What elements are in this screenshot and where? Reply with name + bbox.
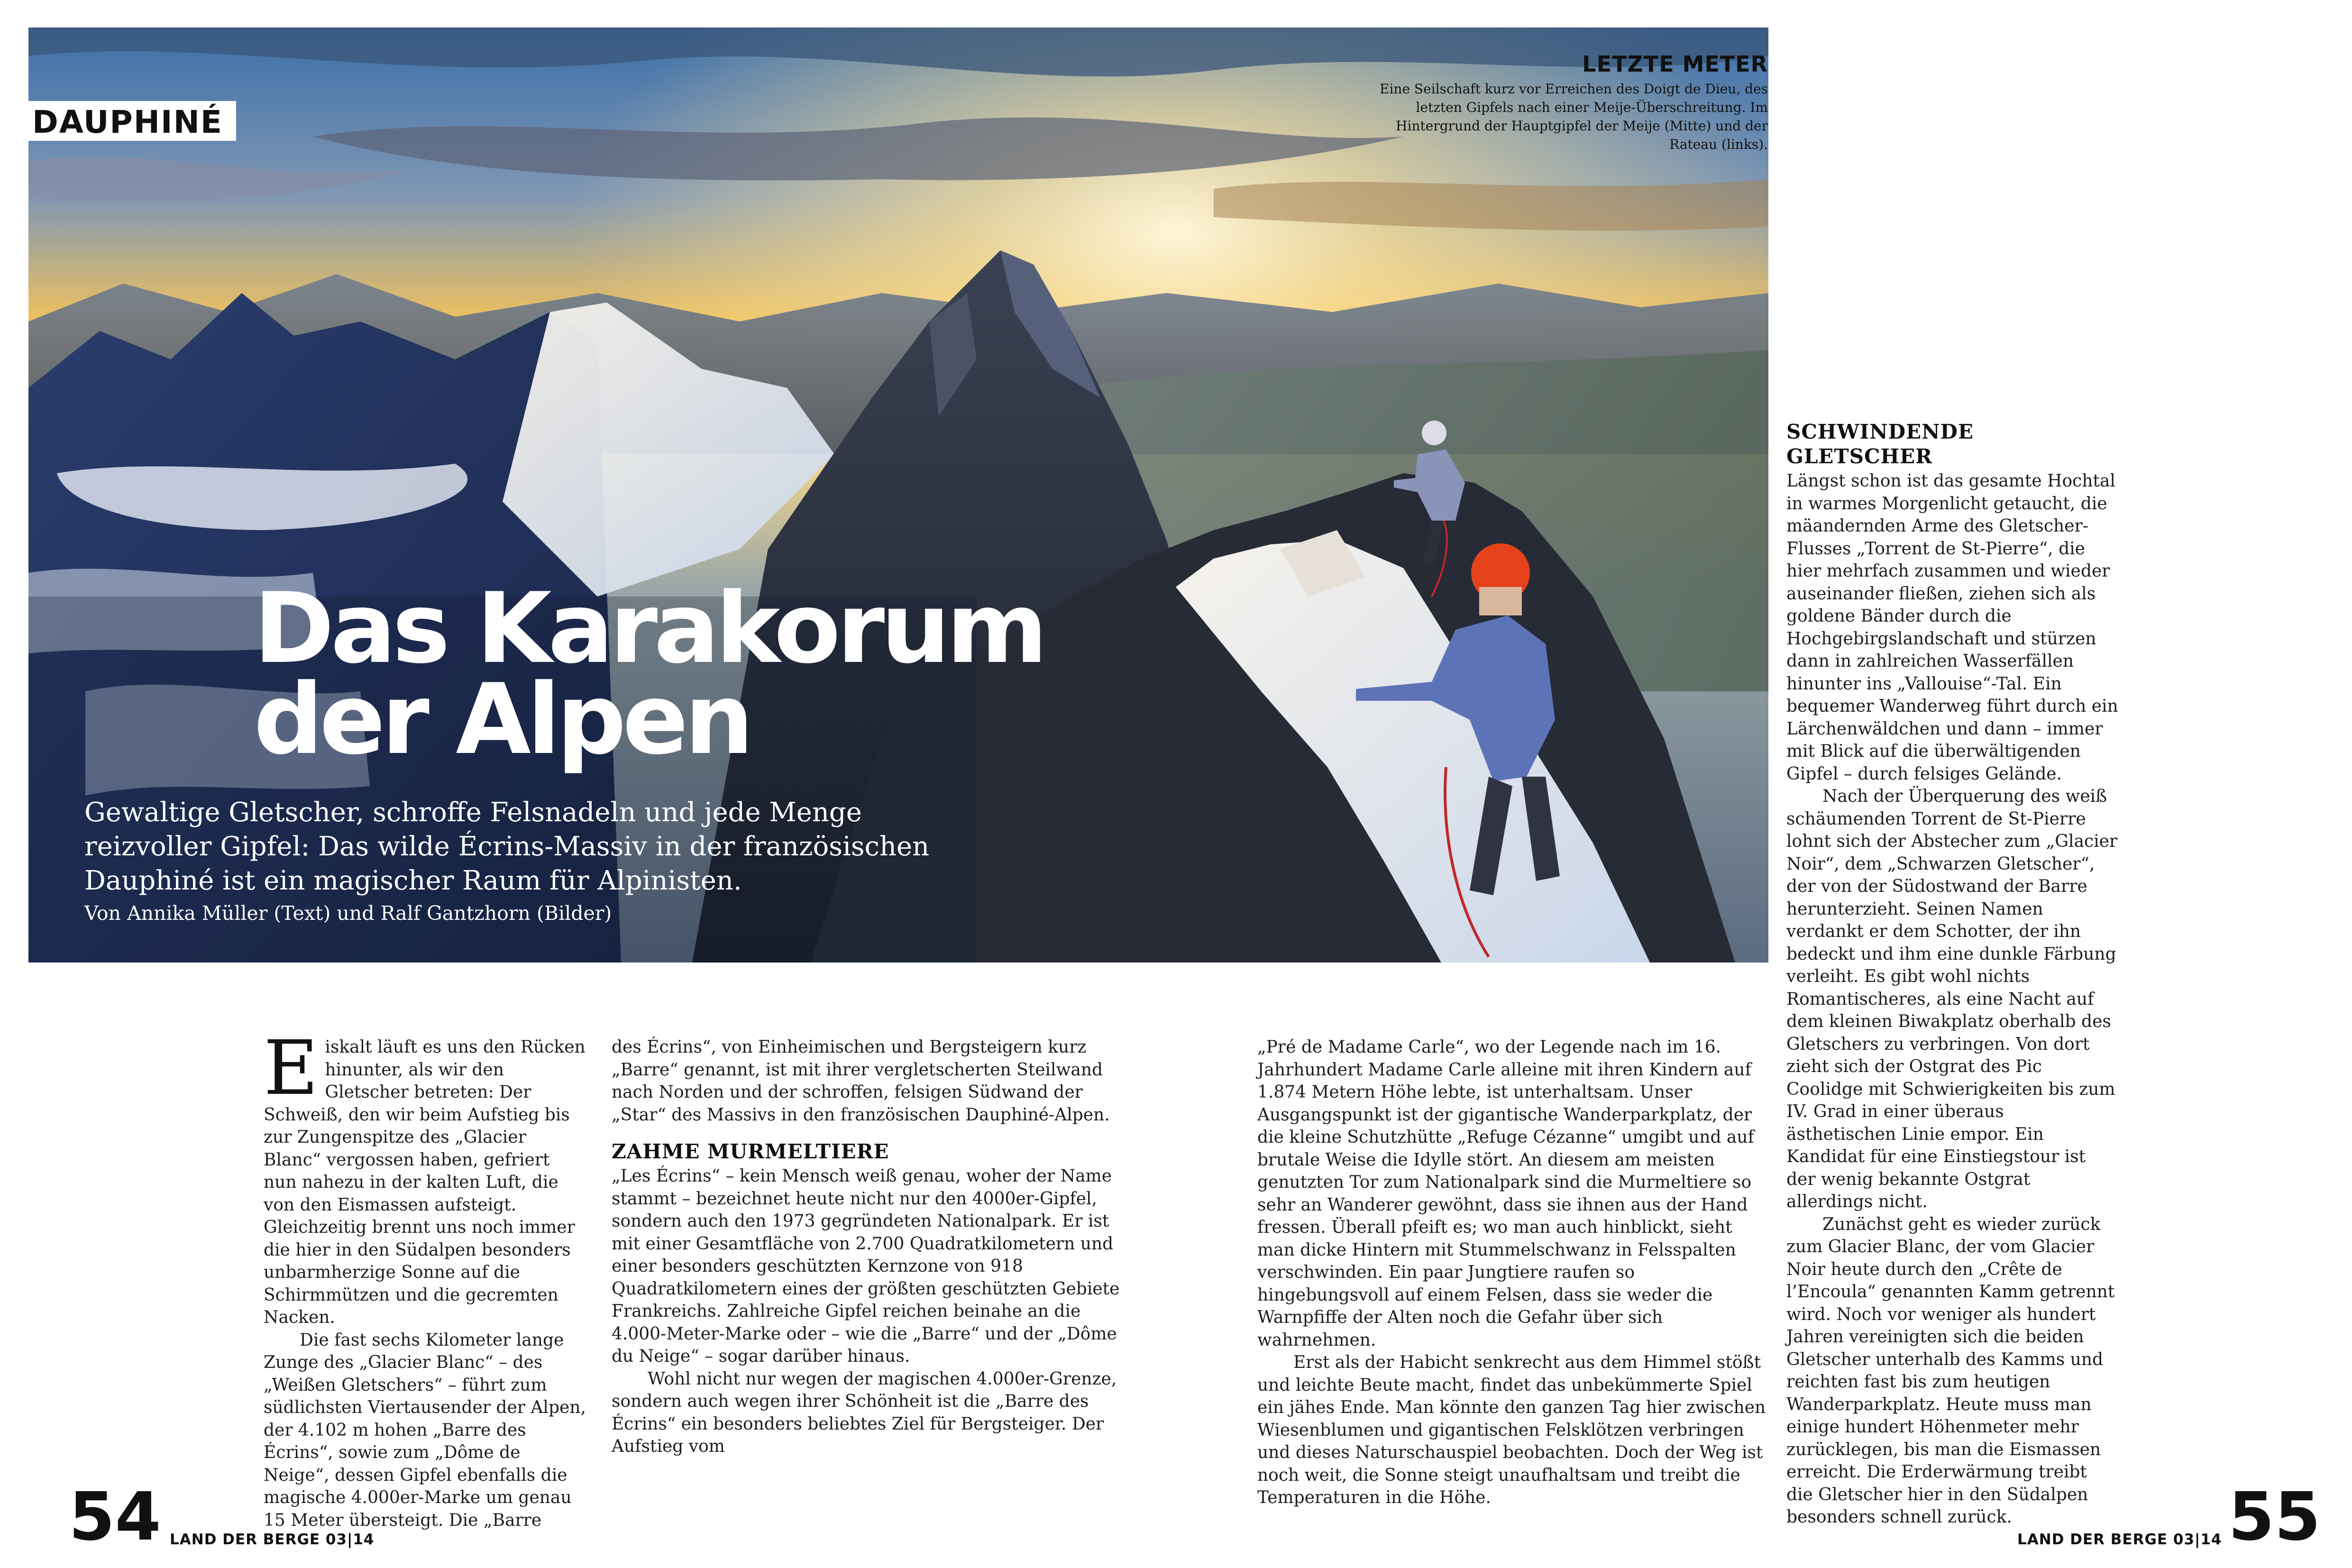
article-paragraph: Nach der Überquerung des weiß schäumenden Torrent de St-Pierre lohnt sich der Abstecher zum „Glacier Noir“, dem „Schwarzen Gletscher“, der von der Südostwand der Barre herunterzieht. Seinen Namen verdankt er dem Schotter, der ihn bedeckt und ihm eine dunkle Färbung verleiht. Es gibt wohl nichts Romantischeres, als eine Nacht auf dem kleinen Biwakplatz oberhalb des Gletschers zu verbringen. Von dort zieht sich der Ostgrat des Pic Coolidge mit Schwierigkeiten bis zum IV. Grad in einer überaus ästhetischen Linie empor. Ein Kandidat für eine Einstiegstour ist der wenig bekannte Ostgrat allerdings nicht. bbox=[1786, 787, 2118, 1211]
drop-cap: E bbox=[264, 1025, 319, 1112]
article-paragraph: „Pré de Madame Carle“, wo der Legende nach im 16. Jahrhundert Madame Carle alleine mit ihren Kindern auf 1.874 Metern Höhe lebte, ist unterhaltsam. Unser Ausgangspunkt ist der gigantische Wanderparkplatz, der die kleine Schutzhütte „Refuge Cézanne“ umgibt und auf brutale Weise die Idylle stört. An diesem am meisten genutzten Tor zum Nationalpark sind die Murmeltiere so sehr an Wanderer gewöhnt, dass sie ihnen aus der Hand fressen. Überall pfeift es; wo man auch hinblickt, sieht man dicke Hintern mit Stummelschwanz in Felsspalten verschwinden. Ein paar Jungtiere raufen so hingebungsvoll auf einem Felsen, dass sie weder die Warnpfiffe der Alten noch die Gefahr über sich wahrnehmen. bbox=[1257, 1037, 1754, 1350]
magazine-title-right: LAND DER BERGE 03|14 bbox=[2017, 1531, 2222, 1548]
article-column-4 bbox=[1786, 420, 2118, 1529]
article-column-3 bbox=[1257, 1036, 1769, 1509]
headline-line-1: Das Karakorum bbox=[254, 572, 1044, 685]
article-paragraph: Zunächst geht es wieder zurück zum Glacier Blanc, der vom Glacier Noir heute durch den „Crête de l’Encoula“ genannten Kamm getrennt wird. Noch vor weniger als hundert Jahren vereinigten sich die beiden Gletscher unterhalb des Kamms und reichten fast bis zum heutigen Wanderparkplatz. Heute muss man einige hundert Höhenmeter mehr zurücklegen, bis man die Eismassen erreicht. Die Erderwärmung treibt die Gletscher hier in den Südalpen besonders schnell zurück. bbox=[1786, 1214, 2115, 1527]
subheading-zahme-murmeltiere: ZAHME MURMELTIERE bbox=[612, 1140, 889, 1163]
article-paragraph: Erst als der Habicht senkrecht aus dem Himmel stößt und leichte Beute macht, findet das unbekümmerte Spiel ein jähes Ende. Man könnte den ganzen Tag hier zwischen Wiesenblumen und gigantischen Felsklötzen verbringen und dieses Naturschauspiel beobachten. Doch der Weg ist noch weit, die Sonne steigt unaufhaltsam und treibt die Temperaturen in die Höhe. bbox=[1257, 1353, 1766, 1507]
article-paragraph: Die fast sechs Kilometer lange Zunge des „Glacier Blanc“ – des „Weißen Gletschers“ – führt zum südlichsten Viertausender der Alpen, der 4.102 m hohen „Barre des Écrins“, sowie zum „Dôme de Neige“, dessen Gipfel ebenfalls die magische 4.000er-Marke um genau 15 Meter übersteigt. Die „Barre bbox=[264, 1330, 586, 1530]
caption-text: Eine Seilschaft kurz vor Erreichen des Doigt de Dieu, des letzten Gipfels nach einer Meije-Überschreitung. Im Hintergrund der Hauptgipfel der Meije (Mitte) und der Rateau (links). bbox=[1380, 81, 1768, 152]
subheading-schwindende-gletscher: SCHWINDENDE GLETSCHER bbox=[1786, 420, 1974, 468]
intro-text: Gewaltige Gletscher, schroffe Felsnadeln und jede Menge reizvoller Gipfel: Das wilde Écrins-Massiv in der französischen Dauphiné ist ein magischer Raum für Alpinisten. bbox=[84, 797, 930, 896]
headline-line-2: der Alpen bbox=[254, 663, 750, 776]
magazine-title-left: LAND DER BERGE 03|14 bbox=[170, 1531, 375, 1548]
page-number-right: 55 bbox=[2228, 1478, 2321, 1556]
headline bbox=[254, 572, 1249, 776]
photo-caption bbox=[1360, 51, 1768, 154]
paragraph-text: iskalt läuft es uns den Rücken hinunter, als wir den Gletscher betreten: Der Schweiß, den wir beim Aufstieg bis zur Zungenspitze des „Glacier Blanc“ vergossen haben, gefriert nun nahezu in der kalten Luft, die von den Eismassen aufsteigt. Gleichzeitig brennt uns noch immer die hier in den Südalpen besonders unbarmherzige Sonne auf die Schirmmützen und die gecremten Nacken. bbox=[264, 1037, 586, 1327]
caption-title: LETZTE METER bbox=[1582, 51, 1768, 77]
intro-block bbox=[84, 796, 947, 926]
article-paragraph: Wohl nicht nur wegen der magischen 4.000er-Grenze, sondern auch wegen ihrer Schönheit ist die „Barre des Écrins“ ein besonders beliebtes Ziel für Bergsteiger. Der Aufstieg vom bbox=[612, 1369, 1117, 1456]
article-paragraph: Längst schon ist das gesamte Hochtal in warmes Morgenlicht getaucht, die mäandernden Arme des Gletscher-Flusses „Torrent de St-Pierre“, die hier mehrfach zusammen und wieder auseinander fließen, ziehen sich als goldene Bänder durch die Hochgebirgslandschaft und stürzen dann in zahlreichen Wasserfällen hinunter ins „Vallouise“-Tal. Ein bequemer Wanderweg führt durch ein Lärchenwäldchen und dann – immer mit Blick auf die überwältigenden Gipfel – durch felsiges Gelände. bbox=[1786, 471, 2118, 784]
article-column-1 bbox=[264, 1025, 586, 1531]
page-number-left: 54 bbox=[69, 1478, 161, 1556]
section-tag: DAUPHINÉ bbox=[28, 101, 236, 141]
article-paragraph: „Les Écrins“ – kein Mensch weiß genau, woher der Name stammt – bezeichnet heute nicht nur den 4000er-Gipfel, sondern auch den 1973 gegründeten Nationalpark. Er ist mit einer Gesamtfläche von 2.700 Quadratkilometern und einer besonders geschützten Kernzone von 918 Quadratkilometern eines der größten geschützten Gebiete Frankreichs. Zahlreiche Gipfel reichen beinahe an die 4.000-Meter-Marke oder – wie die „Barre“ und der „Dôme du Neige“ – sogar darüber hinaus. bbox=[612, 1166, 1120, 1366]
byline: Von Annika Müller (Text) und Ralf Gantzhorn (Bilder) bbox=[84, 902, 612, 925]
article-paragraph: des Écrins“, von Einheimischen und Bergsteigern kurz „Barre“ genannt, ist mit ihrer vergletscherten Steilwand nach Norden und der schroffen, felsigen Südwand der „Star“ des Massivs in den französischen Dauphiné-Alpen. bbox=[612, 1037, 1110, 1125]
article-column-2 bbox=[612, 1036, 1138, 1458]
article-paragraph bbox=[264, 1025, 586, 1329]
